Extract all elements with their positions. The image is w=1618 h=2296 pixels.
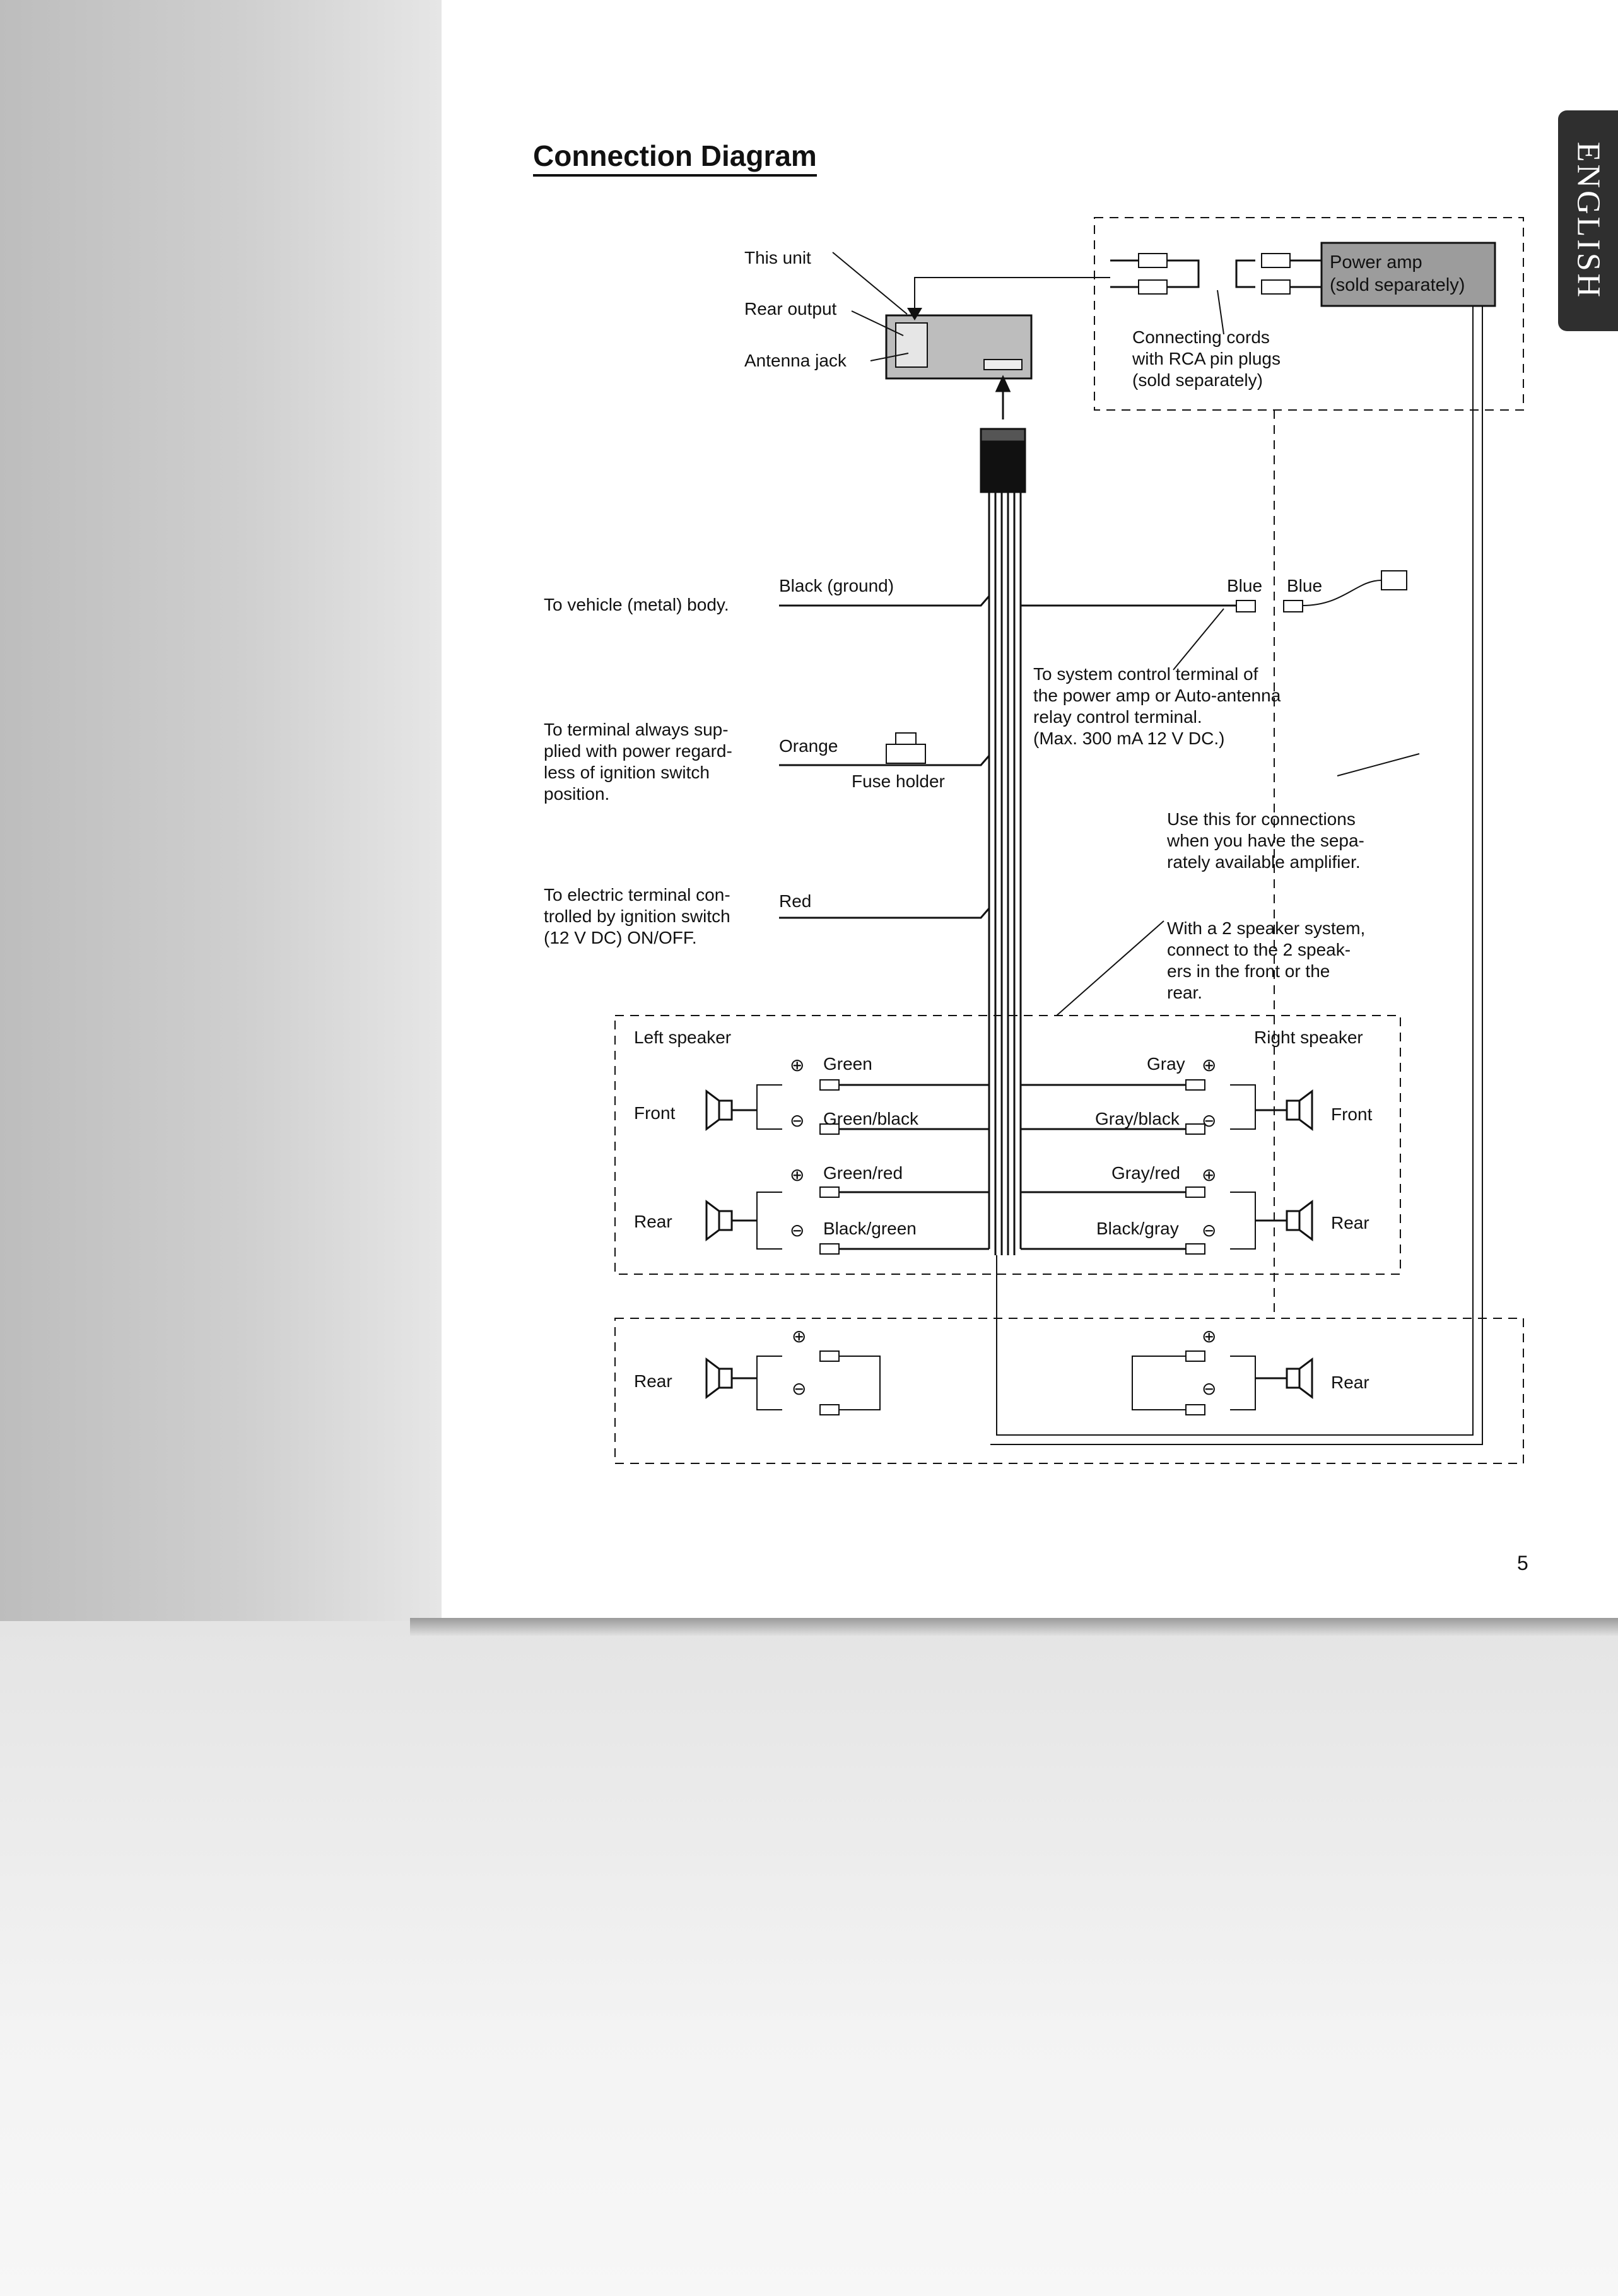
ignition-label (544, 884, 730, 949)
blue-left-label: Blue (1227, 576, 1263, 595)
system-control-line1: To system control terminal of (1033, 664, 1258, 684)
amp-right-plus-symbol: ⊕ (1202, 1327, 1217, 1346)
always-power-label (544, 719, 732, 805)
use-this-label (1167, 809, 1364, 873)
always-power-line2: plied with power regard- (544, 741, 732, 761)
always-power-line4: position. (544, 784, 610, 804)
power-amp-name-line2: (sold separately) (1330, 275, 1465, 295)
left-rear-label: Rear (634, 1212, 672, 1231)
amp-left-minus-symbol: ⊖ (792, 1379, 807, 1398)
gray-red-plus-symbol: ⊕ (1202, 1165, 1217, 1185)
language-tab-label: ENGLISH (1570, 141, 1606, 300)
fuse-holder-label: Fuse holder (852, 771, 945, 791)
always-power-line1: To terminal always sup- (544, 720, 729, 739)
two-speaker-line4: rear. (1167, 983, 1203, 1002)
rear-output-label: Rear output (744, 299, 837, 319)
cords-line3: (sold separately) (1132, 370, 1263, 390)
gray-black-label: Gray/black (1095, 1109, 1180, 1128)
connecting-cords-label (1132, 327, 1281, 391)
power-leads (779, 596, 989, 918)
head-unit (833, 252, 1110, 419)
green-red-plus-symbol: ⊕ (790, 1165, 805, 1185)
black-ground-label: Black (ground) (779, 576, 894, 595)
right-front-label: Front (1331, 1104, 1373, 1124)
black-green-label: Black/green (823, 1219, 917, 1238)
system-control-line4: (Max. 300 mA 12 V DC.) (1033, 729, 1225, 748)
green-black-label: Green/black (823, 1109, 918, 1128)
gray-plus-symbol: ⊕ (1202, 1055, 1217, 1075)
green-red-label: Green/red (823, 1163, 903, 1183)
amp-left-rear-label: Rear (634, 1371, 672, 1391)
green-plus-symbol: ⊕ (790, 1055, 805, 1075)
blue-right-label: Blue (1287, 576, 1323, 595)
two-speaker-label (1167, 918, 1365, 1004)
green-label: Green (823, 1054, 872, 1074)
gray-label: Gray (1147, 1054, 1185, 1074)
ignition-line1: To electric terminal con- (544, 885, 730, 905)
system-control-line3: relay control terminal. (1033, 707, 1202, 727)
black-gray-label: Black/gray (1096, 1219, 1179, 1238)
cords-line1: Connecting cords (1132, 327, 1270, 347)
section-title: Connection Diagram (533, 139, 817, 177)
red-label: Red (779, 891, 812, 911)
ignition-line3: (12 V DC) ON/OFF. (544, 928, 697, 947)
use-this-line1: Use this for connections (1167, 809, 1356, 829)
amp-right-rear-label: Rear (1331, 1373, 1369, 1392)
black-gray-minus-symbol: ⊖ (1202, 1221, 1217, 1240)
two-speaker-line3: ers in the front or the (1167, 961, 1330, 981)
gray-red-label: Gray/red (1111, 1163, 1180, 1183)
two-speaker-line1: With a 2 speaker system, (1167, 918, 1366, 938)
green-black-minus-symbol: ⊖ (790, 1111, 805, 1130)
always-power-line3: less of ignition switch (544, 763, 710, 782)
system-control-line2: the power amp or Auto-antenna (1033, 686, 1281, 705)
this-unit-label: This unit (744, 248, 811, 267)
right-speaker-label: Right speaker (1254, 1028, 1363, 1047)
wiring-harness (981, 429, 1025, 1255)
page-number: 5 (1517, 1552, 1528, 1574)
ignition-line2: trolled by ignition switch (544, 906, 730, 926)
left-speaker-label: Left speaker (634, 1028, 732, 1047)
antenna-jack-label: Antenna jack (744, 351, 847, 370)
speaker-frames (615, 1016, 1523, 1463)
black-green-minus-symbol: ⊖ (790, 1221, 805, 1240)
use-this-line3: rately available amplifier. (1167, 852, 1361, 872)
two-speaker-line2: connect to the 2 speak- (1167, 940, 1351, 959)
orange-label: Orange (779, 736, 838, 756)
amp-right-minus-symbol: ⊖ (1202, 1379, 1217, 1398)
amp-left-plus-symbol: ⊕ (792, 1327, 807, 1346)
use-this-line2: when you have the sepa- (1167, 831, 1364, 850)
left-front-label: Front (634, 1103, 676, 1123)
system-control-label (1033, 664, 1281, 749)
power-amp-name (1330, 251, 1465, 296)
vehicle-body-label: To vehicle (metal) body. (544, 595, 729, 614)
gray-black-minus-symbol: ⊖ (1202, 1111, 1217, 1130)
cords-line2: with RCA pin plugs (1132, 349, 1281, 368)
right-rear-label: Rear (1331, 1213, 1369, 1233)
power-amp-name-line1: Power amp (1330, 252, 1422, 272)
